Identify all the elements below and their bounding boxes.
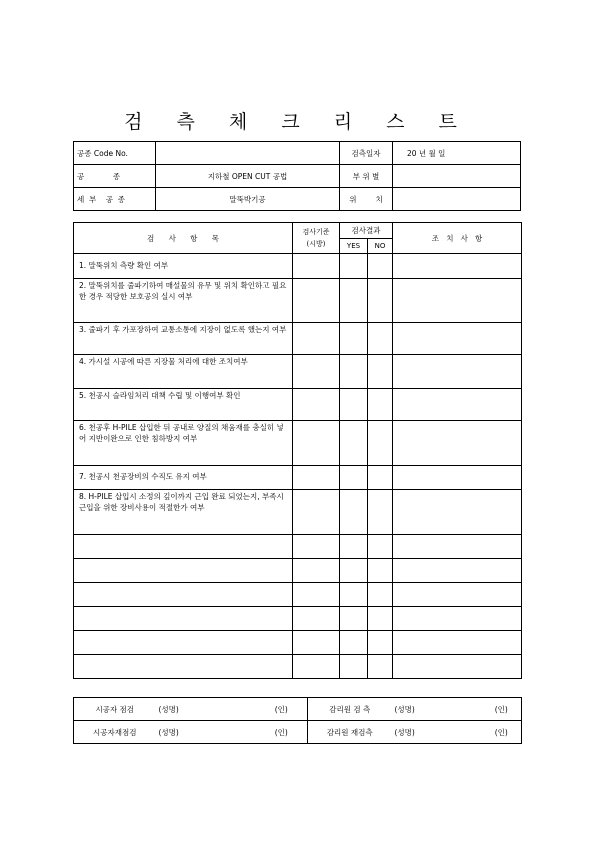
check-item: 7. 천공시 천공장비의 수직도 유지 여부 [74, 466, 293, 490]
yes-cell[interactable] [340, 490, 368, 535]
criteria-cell[interactable] [293, 279, 340, 323]
code-value[interactable] [156, 142, 340, 165]
check-item: 4. 가시설 시공에 따른 지장물 처리에 대한 조치여부 [74, 355, 293, 389]
checklist-table [73, 222, 522, 679]
action-cell[interactable] [393, 389, 522, 421]
action-cell[interactable] [393, 535, 522, 559]
action-cell[interactable] [393, 279, 522, 323]
check-item-blank[interactable] [74, 631, 293, 655]
criteria-cell[interactable] [293, 421, 340, 466]
location-value[interactable] [393, 188, 521, 211]
part-value[interactable] [393, 165, 521, 188]
no-cell[interactable] [368, 490, 393, 535]
sub-work-type-value[interactable]: 말뚝박기공 [156, 188, 340, 211]
supervisor-reinspect-seal[interactable]: (인) [482, 721, 522, 744]
col-header-no: NO [368, 239, 393, 254]
contractor-check-seal[interactable]: (인) [256, 698, 308, 721]
check-item-blank[interactable] [74, 655, 293, 679]
criteria-cell[interactable] [293, 389, 340, 421]
sub-work-type-label: 세 부 공 종 [74, 188, 156, 211]
action-cell[interactable] [393, 583, 522, 607]
criteria-cell[interactable] [293, 490, 340, 535]
contractor-check-name[interactable]: (성명) [156, 698, 256, 721]
criteria-cell[interactable] [293, 254, 340, 279]
supervisor-inspect-name[interactable]: (성명) [392, 698, 482, 721]
no-cell[interactable] [368, 279, 393, 323]
no-cell[interactable] [368, 389, 393, 421]
check-item: 3. 줄파기 후 가포장하여 교통소통에 지장이 없도록 했는지 여부 [74, 323, 293, 355]
criteria-cell[interactable] [293, 535, 340, 559]
inspection-date-label: 검측일자 [340, 142, 393, 165]
criteria-cell[interactable] [293, 655, 340, 679]
part-label: 부 위 별 [340, 165, 393, 188]
no-cell[interactable] [368, 631, 393, 655]
check-item: 8. H-PILE 삽입시 소정의 깊이까지 근입 완료 되었는지, 부족시 근입을 위한 장비사용이 적절한가 여부 [74, 490, 293, 535]
yes-cell[interactable] [340, 421, 368, 466]
check-item: 2. 말뚝위치를 줄파기하여 매설물의 유무 및 위치 확인하고 필요한 경우 적당한 보호공의 실시 여부 [74, 279, 293, 323]
location-label: 위 치 [340, 188, 393, 211]
signature-table [73, 697, 522, 744]
yes-cell[interactable] [340, 323, 368, 355]
work-type-label: 공 종 [74, 165, 156, 188]
criteria-cell[interactable] [293, 631, 340, 655]
yes-cell[interactable] [340, 355, 368, 389]
check-item-blank[interactable] [74, 559, 293, 583]
action-cell[interactable] [393, 490, 522, 535]
no-cell[interactable] [368, 583, 393, 607]
yes-cell[interactable] [340, 631, 368, 655]
contractor-check-label: 시공자 점검 [74, 698, 156, 721]
col-header-action: 조 치 사 항 [393, 223, 522, 254]
no-cell[interactable] [368, 254, 393, 279]
action-cell[interactable] [393, 421, 522, 466]
col-header-result: 검사결과 [340, 223, 393, 239]
inspection-date-value[interactable]: 20 년 월 일 [393, 142, 521, 165]
supervisor-reinspect-label: 감리원 재검측 [308, 721, 392, 744]
yes-cell[interactable] [340, 583, 368, 607]
check-item: 1. 말뚝위치 측량 확인 여부 [74, 254, 293, 279]
col-header-item: 검 사 항 목 [74, 223, 293, 254]
yes-cell[interactable] [340, 389, 368, 421]
action-cell[interactable] [393, 655, 522, 679]
no-cell[interactable] [368, 355, 393, 389]
action-cell[interactable] [393, 323, 522, 355]
yes-cell[interactable] [340, 254, 368, 279]
header-table [73, 141, 521, 211]
yes-cell[interactable] [340, 535, 368, 559]
yes-cell[interactable] [340, 655, 368, 679]
work-type-value[interactable]: 지하철 OPEN CUT 공법 [156, 165, 340, 188]
criteria-cell[interactable] [293, 559, 340, 583]
no-cell[interactable] [368, 655, 393, 679]
yes-cell[interactable] [340, 607, 368, 631]
criteria-cell[interactable] [293, 355, 340, 389]
page-title: 검 측 체 크 리 스 트 [124, 111, 471, 133]
yes-cell[interactable] [340, 279, 368, 323]
col-header-criteria: 검사기준 (시방) [293, 223, 340, 254]
criteria-cell[interactable] [293, 607, 340, 631]
no-cell[interactable] [368, 559, 393, 583]
criteria-cell[interactable] [293, 323, 340, 355]
supervisor-inspect-seal[interactable]: (인) [482, 698, 522, 721]
action-cell[interactable] [393, 355, 522, 389]
no-cell[interactable] [368, 421, 393, 466]
no-cell[interactable] [368, 466, 393, 490]
no-cell[interactable] [368, 535, 393, 559]
criteria-cell[interactable] [293, 466, 340, 490]
supervisor-reinspect-name[interactable]: (성명) [392, 721, 482, 744]
code-label: 공종 Code No. [74, 142, 156, 165]
action-cell[interactable] [393, 607, 522, 631]
contractor-material-check-label: 시공자재점검 [74, 721, 156, 744]
action-cell[interactable] [393, 254, 522, 279]
action-cell[interactable] [393, 559, 522, 583]
contractor-material-check-name[interactable]: (성명) [156, 721, 256, 744]
check-item: 6. 천공후 H-PILE 삽입한 뒤 공내로 양질의 채움재를 충실히 넣어 지반이완으로 인한 침하방지 여부 [74, 421, 293, 466]
check-item-blank[interactable] [74, 535, 293, 559]
col-header-yes: YES [340, 239, 368, 254]
check-item-blank[interactable] [74, 607, 293, 631]
yes-cell[interactable] [340, 559, 368, 583]
no-cell[interactable] [368, 607, 393, 631]
no-cell[interactable] [368, 323, 393, 355]
criteria-cell[interactable] [293, 583, 340, 607]
yes-cell[interactable] [340, 466, 368, 490]
action-cell[interactable] [393, 466, 522, 490]
contractor-material-check-seal[interactable]: (인) [256, 721, 308, 744]
check-item-blank[interactable] [74, 583, 293, 607]
check-item: 5. 천공시 슬라임처리 대책 수립 및 이행여부 확인 [74, 389, 293, 421]
supervisor-inspect-label: 감리원 검 측 [308, 698, 392, 721]
action-cell[interactable] [393, 631, 522, 655]
